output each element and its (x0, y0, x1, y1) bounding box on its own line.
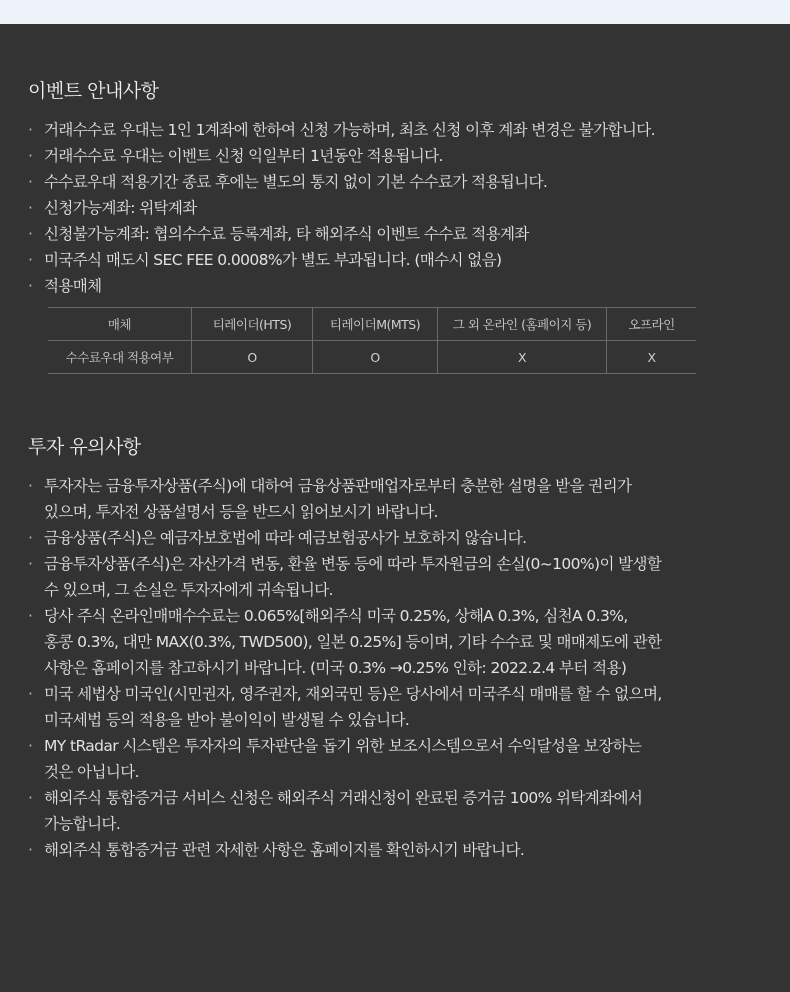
investment-caution-title: 투자 유의사항 (28, 436, 141, 458)
list-item-line: 금융투자상품(주식)은 자산가격 변동, 환율 변동 등에 따라 투자원금의 손실(0~100%)이 발생할 (44, 555, 662, 573)
table-cell: O (192, 341, 313, 374)
list-item-line: 해외주식 통합증거금 관련 자세한 사항은 홈페이지를 확인하시기 바랍니다. (44, 841, 525, 859)
table-header-cell: 티레이더M(MTS) (313, 308, 438, 341)
notice-content (0, 76, 790, 863)
list-item-line: 해외주식 통합증거금 서비스 신청은 해외주식 거래신청이 완료된 증거금 100% 위탁계좌에서 (44, 789, 643, 807)
table-cell: O (313, 341, 438, 374)
table-header-cell: 매체 (48, 308, 192, 341)
list-item-line: 있으며, 투자전 상품설명서 등을 반드시 읽어보시기 바랍니다. (44, 503, 438, 521)
table-header-cell: 그 외 온라인 (홈페이지 등) (438, 308, 607, 341)
list-item: · 적용매체 (28, 273, 773, 299)
list-item: · 신청가능계좌: 위탁계좌 (28, 195, 773, 221)
table-header-cell: 티레이더(HTS) (192, 308, 313, 341)
list-item-line: 것은 아닙니다. (44, 763, 139, 781)
list-item (28, 733, 773, 785)
table-cell: 수수료우대 적용여부 (48, 341, 192, 374)
media-table (48, 307, 696, 374)
list-item (28, 551, 773, 603)
list-item: · 거래수수료 우대는 1인 1계좌에 한하여 신청 가능하며, 최초 신청 이후 계좌 변경은 불가합니다. (28, 117, 773, 143)
list-item-line: 금융상품(주식)은 예금자보호법에 따라 예금보험공사가 보호하지 않습니다. (44, 529, 527, 547)
table-cell: X (438, 341, 607, 374)
event-notice-title: 이벤트 안내사항 (28, 80, 159, 102)
list-item: · 거래수수료 우대는 이벤트 신청 익일부터 1년동안 적용됩니다. (28, 143, 773, 169)
list-item (28, 525, 773, 551)
list-item: · 미국주식 매도시 SEC FEE 0.0008%가 별도 부과됩니다. (매수시 없음) (28, 247, 773, 273)
investment-caution-list (28, 473, 773, 863)
list-item-line: 투자자는 금융투자상품(주식)에 대하여 금융상품판매업자로부터 충분한 설명을 받을 권리가 (44, 477, 632, 495)
list-item-line: 미국세법 등의 적용을 받아 불이익이 발생될 수 있습니다. (44, 711, 410, 729)
list-item-line: 사항은 홈페이지를 참고하시기 바랍니다. (미국 0.3% →0.25% 인하: 2022.2.4 부터 적용) (44, 659, 627, 677)
list-item-line: MY tRadar 시스템은 투자자의 투자판단을 돕기 위한 보조시스템으로서 수익달성을 보장하는 (44, 737, 642, 755)
event-notice-list (28, 117, 773, 299)
list-item-line: 당사 주식 온라인매매수수료는 0.065%[해외주식 미국 0.25%, 상해A 0.3%, 심천A 0.3%, (44, 607, 628, 625)
list-item: · 신청불가능계좌: 협의수수료 등록계좌, 타 해외주식 이벤트 수수료 적용계좌 (28, 221, 773, 247)
top-band (0, 0, 790, 24)
list-item (28, 603, 773, 681)
table-cell: X (607, 341, 697, 374)
list-item-line: 수 있으며, 그 손실은 투자자에게 귀속됩니다. (44, 581, 334, 599)
table-header-row (48, 308, 696, 341)
list-item-line: 가능합니다. (44, 815, 121, 833)
list-item (28, 837, 773, 863)
list-item: · 수수료우대 적용기간 종료 후에는 별도의 통지 없이 기본 수수료가 적용됩니다. (28, 169, 773, 195)
list-item (28, 473, 773, 525)
list-item-line: 미국 세법상 미국인(시민권자, 영주권자, 재외국민 등)은 당사에서 미국주식 매매를 할 수 없으며, (44, 685, 662, 703)
list-item (28, 681, 773, 733)
table-header-cell: 오프라인 (607, 308, 697, 341)
list-item-line: 홍콩 0.3%, 대만 MAX(0.3%, TWD500), 일본 0.25%] 등이며, 기타 수수료 및 매매제도에 관한 (44, 633, 662, 651)
list-item (28, 785, 773, 837)
table-row (48, 341, 696, 374)
